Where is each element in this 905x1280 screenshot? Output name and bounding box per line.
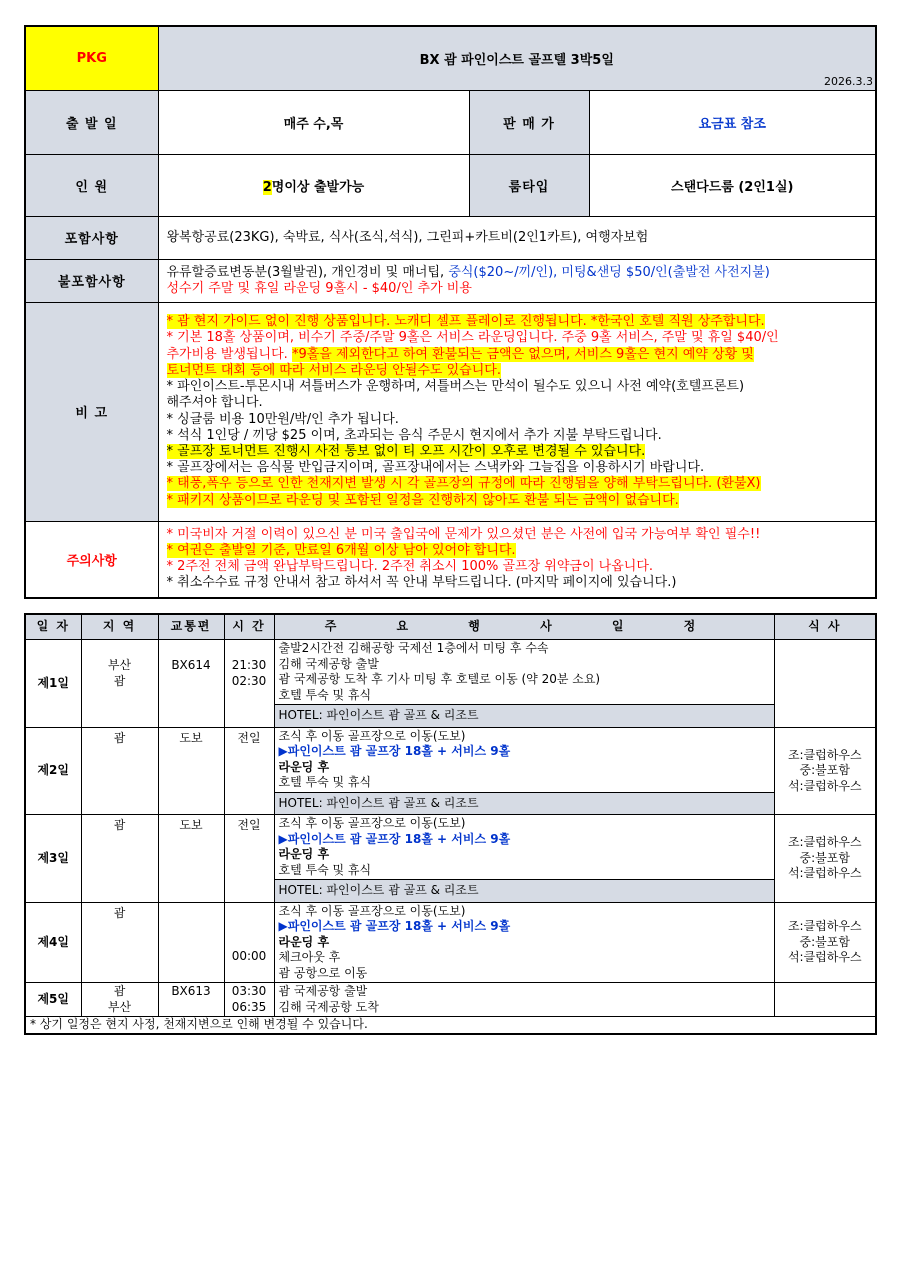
excluded-line1-b: 중식($20~/끼/인), 미팅&샌딩 $50/인(출발전 사전지불) [448,264,770,280]
time: 06:35 [231,999,267,1014]
caution-line: * 미국비자 거절 이력이 있으신 분 미국 출입국에 문제가 있으셨던 분은 사전에 입국 가능여부 확인 필수!! [166,526,761,542]
schedule-line: 라운딩 후 [278,759,330,774]
caution-line: * 여권은 출발일 기준, 만료일 6개월 이상 남아 있어야 합니다. [166,543,516,559]
transport-cell: 도보 [158,727,224,815]
golf-line: ▶파인이스트 괌 골프장 18홀 + 서비스 9홀 [278,744,511,758]
header-time: 시 간 [224,614,274,640]
region: 부산 [107,658,132,672]
time: 02:30 [231,673,267,688]
remark-line: 추가비용 발생됩니다. [166,346,288,362]
pax-number: 2 [262,179,272,195]
remark-line: * 골프장에서는 음식물 반입금지이며, 골프장내에서는 스낵카와 그늘집을 이용하시기 바랍니다. [166,460,705,476]
remarks-cell [158,302,876,521]
package-info-table [24,25,877,599]
caution-line: * 취소수수료 규정 안내서 참고 하셔서 꼭 안내 부탁드립니다. (마지막 페이지에 있습니다.) [166,575,677,591]
meal: 중:불포함 [799,934,850,949]
meal-cell [774,815,876,903]
meal: 조:클럽하우스 [787,919,862,933]
page-title: BX 괌 파인이스트 골프텔 3박5일 [419,52,614,68]
meal: 석:클럽하우스 [787,950,862,964]
region-cell: 괌 [81,902,158,983]
time-cell: 00:00 [224,902,274,983]
itinerary-footnote: * 상기 일정은 현지 사정, 천재지변으로 인해 변경될 수 있습니다. [25,1017,876,1034]
schedule-line: 체크아웃 후 [278,950,341,964]
golf-line: ▶파인이스트 괌 골프장 18홀 + 서비스 9홀 [278,831,511,846]
table-row [25,983,876,1017]
document-date: 2026.3.3 [824,74,874,88]
day-label: 제5일 [25,983,81,1017]
caution-line: * 2주전 전체 금액 완납부탁드립니다. 2주전 취소시 100% 골프장 위약금이 나옵니다. [166,559,654,575]
region-cell: 괌 [81,815,158,903]
time: 03:30 [231,984,267,998]
region-cell [81,640,158,728]
header-day: 일 자 [25,614,81,640]
table-row [25,727,876,815]
meal-cell [774,727,876,815]
meal: 중:불포함 [799,850,850,865]
price-label: 판 매 가 [469,90,589,154]
day-label: 제4일 [25,902,81,983]
remark-line: * 괌 현지 가이드 없이 진행 상품입니다. 노캐디 셀프 플레이로 진행됩니다. *한국인 호텔 직원 상주합니다. [166,314,765,330]
meal: 조:클럽하우스 [787,747,862,762]
meal: 석:클럽하우스 [787,778,862,793]
room-label: 룸타입 [469,154,589,216]
pax-value [158,154,469,216]
golf-line: ▶파인이스트 괌 골프장 18홀 + 서비스 9홀 [278,919,511,933]
excluded-value [158,259,876,302]
schedule-line: 김해 국제공항 출발 [278,656,379,671]
remark-line: * 싱글룸 비용 10만원/박/인 추가 됩니다. [166,411,399,427]
schedule-line: 김해 국제공항 도착 [278,999,379,1014]
remarks-label: 비 고 [25,302,158,521]
table-row [25,815,876,903]
day-label: 제1일 [25,640,81,728]
header-meals: 식 사 [774,614,876,640]
time: 21:30 [231,658,267,672]
excluded-label: 불포함사항 [25,259,158,302]
page-title-cell [158,26,876,90]
caution-cell [158,521,876,598]
header-region: 지 역 [81,614,158,640]
included-value: 왕복항공료(23KG), 숙박료, 식사(조식,석식), 그린피+카트비(2인1카트), 여행자보험 [158,216,876,259]
room-value: 스탠다드룸 (2인1실) [589,154,876,216]
meal-cell [774,640,876,728]
schedule-line: 조식 후 이동 골프장으로 이동(도보) [278,728,466,743]
time-cell [224,983,274,1017]
schedule-line: 라운딩 후 [278,934,330,949]
schedule-line: 괌 국제공항 출발 [278,984,368,998]
transport-cell [158,902,224,983]
schedule-line: 조식 후 이동 골프장으로 이동(도보) [278,903,466,918]
transport-cell: 도보 [158,815,224,903]
table-row [25,902,876,983]
table-row [25,640,876,728]
schedule-cell [274,983,774,1017]
pax-text: 명이상 출발가능 [271,179,365,195]
time-cell: 전일 [224,815,274,903]
hotel-line: HOTEL: 파인이스트 괌 골프 & 리조트 [275,879,774,902]
remark-line: *9홀을 제외한다고 하여 환불되는 금액은 없으며, 서비스 9홀은 현지 예약 상황 및 [291,346,754,362]
header-transport: 교통편 [158,614,224,640]
time-cell: 전일 [224,727,274,815]
remark-line: * 기본 18홀 상품이며, 비수기 주중/주말 9홀은 서비스 라운딩입니다. 주중 9홀 서비스, 주말 및 휴일 $40/인 [166,330,779,346]
schedule-cell [274,640,774,728]
excluded-line2: 성수기 주말 및 휴일 라운딩 9홀시 - $40/인 추가 비용 [166,280,472,296]
itinerary-table [24,613,877,1035]
day-label: 제2일 [25,727,81,815]
meal: 석:클럽하우스 [787,866,862,880]
region-cell [81,983,158,1017]
schedule-cell [274,727,774,815]
depart-value: 매주 수,목 [158,90,469,154]
remark-line: * 석식 1인당 / 끼당 $25 이며, 초과되는 음식 주문시 현지에서 추가 지불 부탁드립니다. [166,427,662,443]
schedule-line: 괌 공항으로 이동 [278,965,368,980]
region: 부산 [107,999,132,1014]
remark-line: 토너먼트 대회 등에 따라 서비스 라운딩 안될수도 있습니다. [166,362,501,378]
schedule-cell [274,815,774,903]
meal: 조:클럽하우스 [787,835,862,849]
time-cell [224,640,274,728]
transport-cell: BX614 [158,640,224,728]
remark-line: * 골프장 토너먼트 진행시 사전 통보 없이 티 오프 시간이 오후로 변경될 수 있습니다. [166,443,646,459]
region-cell: 괌 [81,727,158,815]
remark-line: * 파인이스트-투몬시내 셔틀버스가 운행하며, 셔틀버스는 만석이 될수도 있으니 사전 예약(호텔프론트) [166,379,745,395]
remark-line: * 태풍,폭우 등으로 인한 천재지변 발생 시 각 골프장의 규정에 따라 진행됨을 양해 부탁드립니다. (환불X) [166,476,761,492]
remark-line: * 패키지 상품이므로 라운딩 및 포함된 일정을 진행하지 않아도 환불 되는 금액이 없습니다. [166,492,679,508]
schedule-line: 호텔 투숙 및 휴식 [278,775,372,789]
schedule-line: 조식 후 이동 골프장으로 이동(도보) [278,816,466,830]
hotel-line: HOTEL: 파인이스트 괌 골프 & 리조트 [275,792,774,815]
hotel-line: HOTEL: 파인이스트 괌 골프 & 리조트 [275,704,774,727]
excluded-line1-a: 유류할증료변동분(3월발권), 개인경비 및 매너팁, [166,264,449,280]
schedule-line: 호텔 투숙 및 휴식 [278,687,372,702]
remark-line: 해주셔야 합니다. [166,395,263,411]
meal-cell [774,902,876,983]
header-schedule: 주 요 행 사 일 정 [274,614,774,640]
schedule-line: 호텔 투숙 및 휴식 [278,862,372,877]
meal: 중:불포함 [799,763,850,777]
included-label: 포함사항 [25,216,158,259]
schedule-line: 출발2시간전 김해공항 국제선 1층에서 미팅 후 수속 [278,641,549,655]
region: 괌 [113,984,126,998]
itinerary-sheet [24,25,874,1035]
caution-label: 주의사항 [25,521,158,598]
schedule-line: 라운딩 후 [278,847,330,861]
schedule-line: 괌 국제공항 도착 후 기사 미팅 후 호텔로 이동 (약 20분 소요) [278,672,601,686]
region: 괌 [113,673,126,688]
depart-label: 출 발 일 [25,90,158,154]
transport-cell: BX613 [158,983,224,1017]
price-value: 요금표 참조 [589,90,876,154]
day-label: 제3일 [25,815,81,903]
pax-label: 인 원 [25,154,158,216]
pkg-badge: PKG [25,26,158,90]
meal-cell [774,983,876,1017]
schedule-cell [274,902,774,983]
